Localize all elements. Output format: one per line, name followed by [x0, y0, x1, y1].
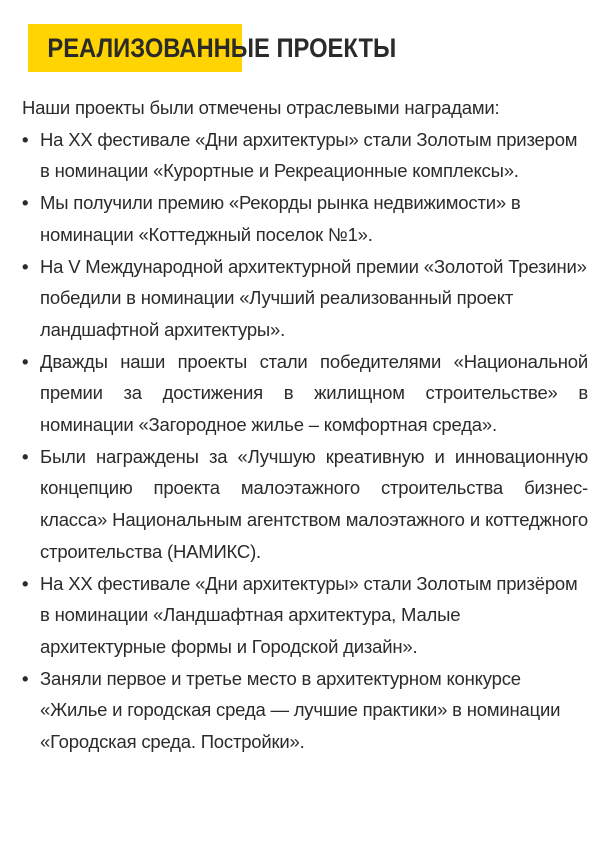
list-item	[22, 663, 588, 758]
title-block	[28, 24, 447, 72]
list-item-text: На V Международной архитектурной премии «Золотой Трезини» победили в номинации «Лучший реализованный проект ландшафтной архитектуры».	[40, 255, 587, 340]
bullet-icon: •	[22, 192, 29, 214]
list-item	[22, 187, 588, 250]
list-item	[22, 441, 588, 568]
bullet-icon: •	[22, 445, 29, 467]
bullet-icon: •	[22, 128, 29, 150]
list-item-text: На XX фестивале «Дни архитектуры» стали Золотым призером в номинации «Курортные и Рекреационные комплексы».	[40, 128, 578, 182]
awards-list	[22, 124, 588, 758]
list-item-text: Мы получили премию «Рекорды рынка недвижимости» в номинации «Коттеджный поселок №1».	[40, 192, 521, 245]
bullet-icon: •	[22, 255, 29, 277]
bullet-icon: •	[22, 350, 29, 372]
list-item	[22, 346, 588, 441]
bullet-icon: •	[22, 572, 29, 594]
list-item	[22, 251, 588, 346]
list-item-text: Дважды наши проекты стали победителями «Национальной премии за достижения в жилищном строительстве» в номинации «Загородное жилье – комфортная среда».	[40, 350, 588, 436]
content	[22, 92, 588, 758]
list-item	[22, 568, 588, 663]
intro-text: Наши проекты были отмечены отраслевыми наградами:	[22, 97, 500, 118]
list-item-text: Были награждены за «Лучшую креативную и инновационную концепцию проекта малоэтажного строительства бизнес-класса» Национальным агентством малоэтажного и коттеджного строительства (НАМИКС).	[40, 445, 588, 562]
bullet-icon: •	[22, 667, 29, 689]
page-title: РЕАЛИЗОВАННЫЕ ПРОЕКТЫ	[47, 33, 397, 63]
list-item	[22, 124, 588, 187]
list-item-text: На XX фестивале «Дни архитектуры» стали Золотым призёром в номинации «Ландшафтная архитектура, Малые архитектурные формы и Городской дизайн».	[40, 572, 578, 657]
list-item-text: Заняли первое и третье место в архитектурном конкурсе «Жилье и городская среда — лучшие практики» в номинации «Городская среда. Постройки».	[40, 667, 561, 753]
